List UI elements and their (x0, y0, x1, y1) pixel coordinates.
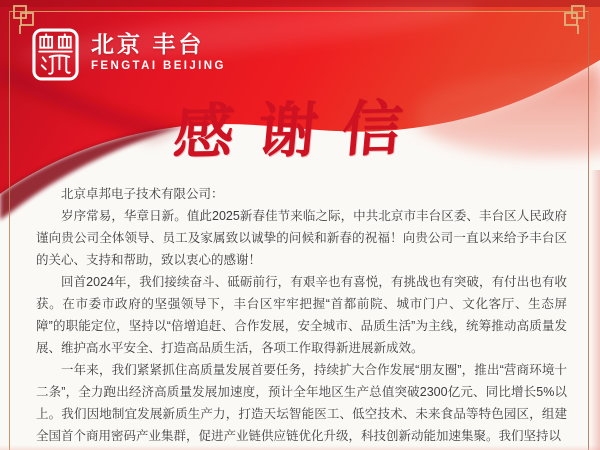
letter-title: 感谢信 (170, 93, 430, 169)
chinese-knot-corner-icon (557, 3, 587, 35)
letter-title-wrap (0, 94, 600, 169)
fengtai-seal-icon (32, 28, 79, 81)
paragraph-3: 一年来，我们紧紧抓住高质量发展首要任务，持续扩大合作发展“朋友圈”，推出“营商环境十二条”，全力跑出经济高质量发展加速度，预计全年地区生产总值突破2300亿元、同比增长5%以上。我们因地制宜发展新质生产力，打造天坛智能医工、低空技术、未来食品等特色园区，组建全国首个商用密码产业集群，促进产业链供应链优化升级，科技创新动能加速集聚。我们坚持以 (36, 363, 567, 443)
letter-body (36, 183, 567, 447)
letterhead (32, 28, 226, 81)
org-name-english: FENGTAI BEIJING (91, 60, 226, 72)
org-name-chinese: 北京 丰台 (91, 31, 205, 57)
paragraph-2: 回首2024年，我们接续奋斗、砥砺前行，有艰辛也有喜悦，有挑战也有突破，有付出也有收获。在市委市政府的坚强领导下，丰台区牢牢把握“首都前院、城市门户、文化客厅、生态屏障”的职能定位，坚持以“倍增追赶、合作发展，安全城市、品质生活”为主线，统筹推动高质量发展、维护高水平安全、打造高品质生活，各项工作取得新进展新成效。 (36, 275, 567, 355)
salutation: 北京卓邦电子技术有限公司： (61, 187, 224, 201)
letterhead-text (91, 28, 226, 81)
paragraph-1: 岁序常易，华章日新。值此2025新春佳节来临之际，中共北京市丰台区委、丰台区人民政府谨向贵公司全体领导、员工及家属致以诚挚的问候和新春的祝福！向贵公司一直以来给予丰台区的关心、支持和帮助，致以衷心的感谢！ (36, 209, 567, 267)
